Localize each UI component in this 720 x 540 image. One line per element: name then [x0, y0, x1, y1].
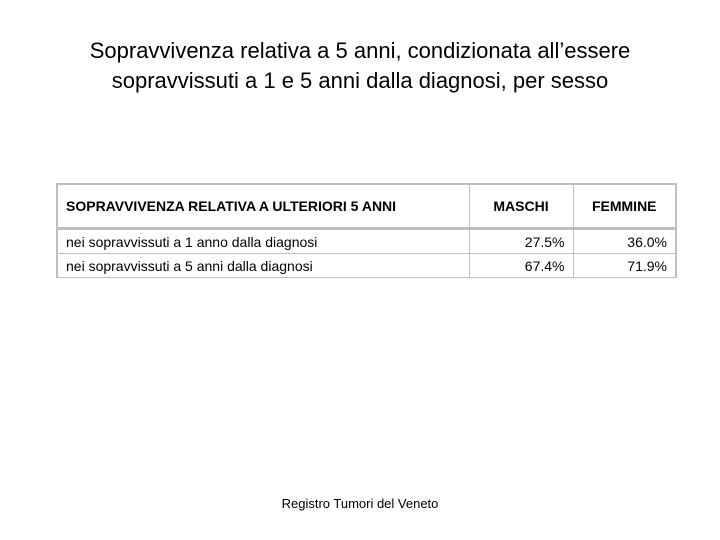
value-maschi: 27.5%: [469, 229, 573, 254]
table-header-row: [57, 184, 676, 229]
row-label: nei sopravvissuti a 1 anno dalla diagnosi: [57, 229, 469, 254]
slide-title: [20, 36, 700, 96]
table-row: [57, 254, 676, 278]
header-survival: SOPRAVVIVENZA RELATIVA A ULTERIORI 5 ANNI: [57, 184, 469, 229]
value-femmine: 71.9%: [573, 254, 676, 278]
footer-source: Registro Tumori del Veneto: [281, 496, 439, 511]
table-row: [57, 229, 676, 254]
header-femmine: FEMMINE: [573, 184, 676, 229]
survival-table-container: [56, 183, 676, 279]
row-label: nei sopravvissuti a 5 anni dalla diagnosi: [57, 254, 469, 278]
value-maschi: 67.4%: [469, 254, 573, 278]
header-maschi: MASCHI: [469, 184, 573, 229]
survival-table: [56, 183, 677, 278]
value-femmine: 36.0%: [573, 229, 676, 254]
title-line-1: Sopravvivenza relativa a 5 anni, condizionata all’essere: [89, 38, 631, 63]
title-line-2: sopravvissuti a 1 e 5 anni dalla diagnosi, per sesso: [111, 68, 609, 93]
